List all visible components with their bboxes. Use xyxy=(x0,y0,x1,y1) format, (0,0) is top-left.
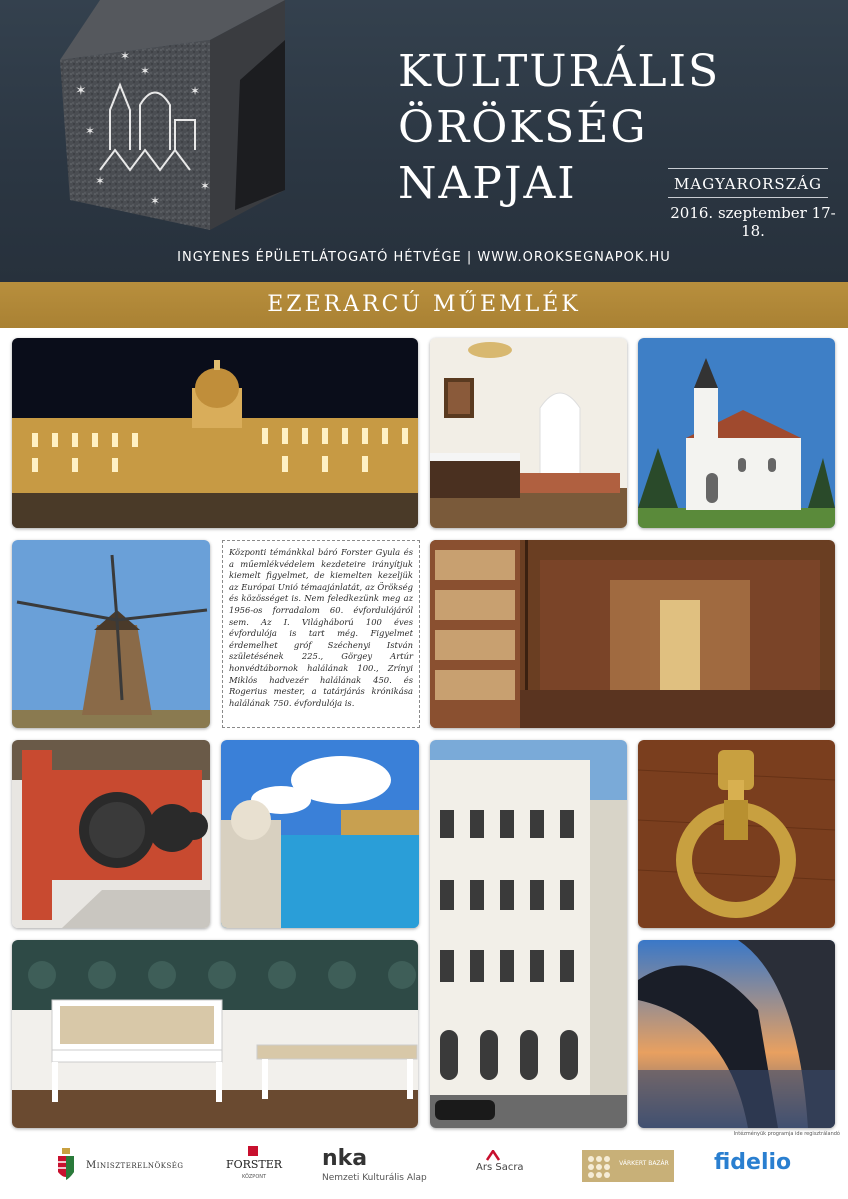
nka-sub: Nemzeti Kulturális Alap xyxy=(322,1173,427,1183)
title-line-2: ÖRÖKSÉG xyxy=(398,102,648,153)
svg-text:✶: ✶ xyxy=(75,83,87,99)
svg-text:✶: ✶ xyxy=(95,174,106,188)
photo-thermal-bath xyxy=(221,740,419,928)
photo-door-knocker xyxy=(638,740,835,928)
footnote: Intézményük programja ide regisztrálandó xyxy=(733,1131,840,1137)
granite-cube-image xyxy=(40,0,290,235)
country-label: MAGYARORSZÁG xyxy=(668,168,828,198)
photo-windmill xyxy=(12,540,210,728)
svg-text:✶: ✶ xyxy=(190,84,201,98)
varkert-pattern-icon xyxy=(586,1154,612,1178)
nka-label: nka xyxy=(322,1146,368,1171)
logo-fidelio: fidelio xyxy=(714,1150,792,1175)
svg-text:✶: ✶ xyxy=(200,179,211,193)
svg-text:✶: ✶ xyxy=(120,49,131,63)
tagline: INGYENES ÉPÜLETLÁTOGATÓ HÉTVÉGE | WWW.OROKSEGNAPOK.HU xyxy=(177,250,671,265)
logo-ars-sacra xyxy=(476,1150,546,1180)
varkert-label: VÁRKERT BAZÁR xyxy=(619,1160,669,1167)
logo-forster xyxy=(224,1146,284,1186)
svg-text:✶: ✶ xyxy=(150,194,161,208)
title-line-3: NAPJAI xyxy=(398,158,577,209)
photo-bridge-sunset xyxy=(638,940,835,1128)
title-line-1: KULTURÁLIS xyxy=(398,46,721,97)
hungarian-coat-of-arms-icon xyxy=(56,1148,76,1184)
photo-benches xyxy=(12,940,418,1128)
photo-peasant-room xyxy=(430,338,627,528)
logo-varkert-bazar xyxy=(582,1150,674,1182)
banner-title: EZERARCÚ MŰEMLÉK xyxy=(267,292,581,317)
intro-textbox xyxy=(222,540,420,728)
photo-buda-castle-night xyxy=(12,338,418,528)
forster-label: FORSTER xyxy=(225,1158,283,1171)
ars-sacra-label: Ars Sacra xyxy=(476,1162,524,1173)
photo-boilers xyxy=(12,740,210,928)
svg-text:✶: ✶ xyxy=(140,64,151,78)
photo-white-chapel xyxy=(638,338,835,528)
logo-nka xyxy=(322,1146,462,1186)
forster-sub: KÖZPONT xyxy=(241,1174,267,1180)
forster-red-mark-icon xyxy=(248,1146,258,1156)
event-date: 2016. szeptember 17-18. xyxy=(670,204,836,240)
svg-text:✶: ✶ xyxy=(85,124,96,138)
photo-library xyxy=(430,540,835,728)
logo-miniszterelnokseg: Miniszterelnökség xyxy=(86,1160,184,1171)
intro-text: Központi témánkkal báró Forster Gyula és a műemlékvédelem kezdeteire irányítjuk kiemelt figyelmet, de kiemelten kezeljük az Európai Unió témaajánlatát, az Örökség és közösséget is. Nem feledkezünk meg az 1956-os forradalom 60. évfordulójáról sem. Az I. Világháború 100 éves évfordulója is tart még. Figyelmet érdemelhet gróf Széchenyi István születésének 225., Görgey Artúr honvédtábornok halálának 100., Zrínyi Miklós hadvezér halálának 450. és Rogerius mester, a tatárjárás krónikása halálának 750. évfordulója is. xyxy=(229,547,413,708)
ars-sacra-mark-icon xyxy=(486,1150,500,1162)
photo-palace-facade xyxy=(430,740,627,1128)
